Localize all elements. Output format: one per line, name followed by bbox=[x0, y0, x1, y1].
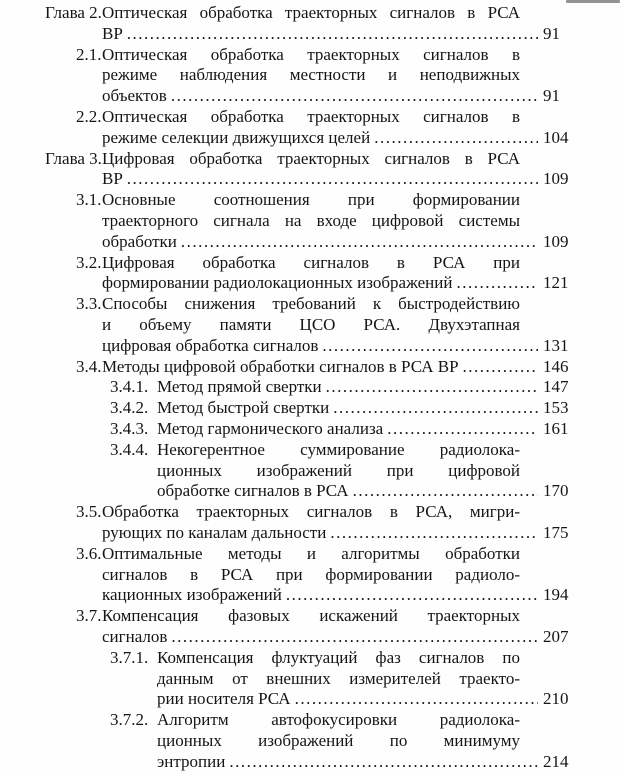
toc-line-text: режиме селекции движущихся целей bbox=[102, 127, 371, 147]
toc-line-text: Алгоритм автофокусировки радиолока- bbox=[157, 710, 520, 730]
table-of-contents bbox=[45, 3, 585, 772]
toc-line-leader bbox=[157, 398, 585, 419]
dot-leader bbox=[127, 24, 538, 45]
dot-leader bbox=[353, 481, 538, 502]
toc-entry-2-2 bbox=[45, 107, 585, 149]
dot-leader bbox=[330, 523, 538, 544]
toc-line-text: Методы цифровой обработки сигналов в РСА ВР bbox=[102, 356, 459, 376]
toc-line-text: Некогерентное суммирование радиолока- bbox=[157, 439, 520, 459]
toc-entry-number: 2.2. bbox=[76, 106, 102, 126]
toc-line-text: ционных изображений при цифровой bbox=[157, 460, 520, 480]
toc-line-text: сигналов в РСА при формировании радиоло- bbox=[102, 564, 520, 584]
toc-line-text: Метод гармонического анализа bbox=[157, 418, 384, 438]
dot-leader bbox=[127, 169, 538, 190]
toc-line-text: и объему памяти ЦСО РСА. Двухэтапная bbox=[102, 314, 520, 334]
toc-line-text: Оптическая обработка траекторных сигналов в bbox=[102, 106, 520, 126]
toc-entry-number: 3.6. bbox=[76, 543, 102, 563]
toc-line-text: Цифровая обработка сигналов в РСА при bbox=[102, 252, 520, 272]
toc-line-text: Основные соотношения при формировании bbox=[102, 190, 520, 210]
page-number: 146 bbox=[543, 356, 569, 376]
toc-line-leader bbox=[157, 481, 585, 502]
toc-entry-number: 3.4. bbox=[76, 356, 102, 376]
toc-line-leader bbox=[102, 585, 585, 606]
toc-line-text: Метод быстрой свертки bbox=[157, 398, 330, 418]
toc-entry-3-4 bbox=[45, 357, 585, 378]
page-number: 109 bbox=[543, 169, 569, 189]
toc-line-leader bbox=[157, 752, 585, 773]
toc-entry-number: 3.4.1. bbox=[110, 377, 149, 397]
page-number: 194 bbox=[543, 585, 569, 605]
toc-entry-3-2 bbox=[45, 253, 585, 295]
page-number: 147 bbox=[543, 377, 569, 397]
toc-entry-number: 3.2. bbox=[76, 252, 102, 272]
toc-entry-3-4-4 bbox=[45, 440, 585, 502]
toc-line-text: ционных изображений по минимуму bbox=[157, 730, 520, 750]
toc-entry-3-7-1 bbox=[45, 648, 585, 710]
toc-line-leader bbox=[157, 689, 585, 710]
dot-leader bbox=[326, 377, 538, 398]
toc-entry-3-6 bbox=[45, 544, 585, 606]
toc-line-text: Метод прямой свертки bbox=[157, 377, 322, 397]
toc-line-leader bbox=[102, 627, 585, 648]
page-number: 109 bbox=[543, 231, 569, 251]
toc-line-text: ВР bbox=[102, 23, 123, 43]
toc-entry-3-7-2 bbox=[45, 710, 585, 772]
toc-line-leader bbox=[102, 273, 585, 294]
toc-entry-2-1 bbox=[45, 45, 585, 107]
dot-leader bbox=[374, 128, 538, 149]
toc-entry-number: 3.4.4. bbox=[110, 439, 149, 459]
page-number: 121 bbox=[543, 273, 569, 293]
toc-line-text: Оптическая обработка траекторных сигналов в РСА bbox=[102, 3, 520, 22]
dot-leader bbox=[387, 419, 538, 440]
toc-line-text: рующих по каналам дальности bbox=[102, 522, 327, 542]
page-number: 91 bbox=[543, 86, 560, 106]
toc-entry-3-5 bbox=[45, 502, 585, 544]
toc-entry-3-3 bbox=[45, 294, 585, 356]
toc-entry-ch2 bbox=[45, 3, 585, 45]
toc-line-text: Оптическая обработка траекторных сигналов в bbox=[102, 44, 520, 64]
toc-line-leader bbox=[102, 169, 585, 190]
page-number: 170 bbox=[543, 481, 569, 501]
toc-entry-number: 3.7.2. bbox=[110, 710, 149, 730]
toc-line-text: Способы снижения требований к быстродействию bbox=[102, 294, 520, 314]
dot-leader bbox=[463, 357, 538, 378]
toc-entry-number: 3.5. bbox=[76, 502, 102, 522]
dot-leader bbox=[333, 398, 538, 419]
page-number: 131 bbox=[543, 335, 569, 355]
toc-line-leader bbox=[102, 86, 585, 107]
toc-line-text: Компенсация флуктуаций фаз сигналов по bbox=[157, 647, 520, 667]
toc-line-leader bbox=[102, 357, 585, 378]
page-number: 153 bbox=[543, 398, 569, 418]
page-number: 214 bbox=[543, 751, 569, 771]
toc-line-text: данным от внешних измерителей траекто- bbox=[157, 668, 520, 688]
toc-line-text: обработки bbox=[102, 231, 177, 251]
toc-entry-number: 2.1. bbox=[76, 44, 102, 64]
toc-entry-number: Глава 3. bbox=[45, 148, 102, 168]
dot-leader bbox=[456, 273, 538, 294]
dot-leader bbox=[322, 336, 538, 357]
dot-leader bbox=[181, 232, 538, 253]
dot-leader bbox=[229, 752, 538, 773]
toc-entry-number: 3.4.2. bbox=[110, 398, 149, 418]
toc-line-leader bbox=[102, 523, 585, 544]
toc-entry-ch3 bbox=[45, 149, 585, 191]
toc-line-leader bbox=[102, 336, 585, 357]
page-number: 104 bbox=[543, 127, 569, 147]
toc-line-text: Цифровая обработка траекторных сигналов в РСА bbox=[102, 148, 520, 168]
toc-entry-3-1 bbox=[45, 190, 585, 252]
toc-line-text: формировании радиолокационных изображений bbox=[102, 273, 453, 293]
toc-line-text: ВР bbox=[102, 169, 123, 189]
page-number: 161 bbox=[543, 418, 569, 438]
toc-line-text: Оптимальные методы и алгоритмы обработки bbox=[102, 543, 520, 563]
toc-entry-number: 3.7.1. bbox=[110, 647, 149, 667]
toc-line-leader bbox=[157, 377, 585, 398]
toc-line-text: цифровая обработка сигналов bbox=[102, 335, 319, 355]
toc-line-leader bbox=[157, 419, 585, 440]
toc-line-leader bbox=[102, 24, 585, 45]
toc-line-text: сигналов bbox=[102, 626, 168, 646]
toc-entry-number: 3.3. bbox=[76, 294, 102, 314]
toc-line-text: режиме наблюдения местности и неподвижных bbox=[102, 65, 520, 85]
page-number: 207 bbox=[543, 626, 569, 646]
dot-leader bbox=[295, 689, 538, 710]
toc-line-leader bbox=[102, 128, 585, 149]
toc-line-leader bbox=[102, 232, 585, 253]
toc-entry-number: 3.1. bbox=[76, 190, 102, 210]
toc-line-text: энтропии bbox=[157, 751, 226, 771]
toc-line-text: Обработка траекторных сигналов в РСА, мигри- bbox=[102, 502, 520, 522]
toc-entry-3-4-2 bbox=[45, 398, 585, 419]
toc-line-text: Компенсация фазовых искажений траекторных bbox=[102, 606, 520, 626]
toc-entry-3-4-1 bbox=[45, 377, 585, 398]
page-number: 175 bbox=[543, 522, 569, 542]
page-number: 91 bbox=[543, 23, 560, 43]
toc-line-text: объектов bbox=[102, 86, 167, 106]
page-number: 210 bbox=[543, 689, 569, 709]
toc-line-text: траекторного сигнала на входе цифровой системы bbox=[102, 210, 520, 230]
dot-leader bbox=[171, 627, 538, 648]
toc-entry-3-7 bbox=[45, 606, 585, 648]
toc-entry-number: 3.4.3. bbox=[110, 418, 149, 438]
toc-line-text: рии носителя РСА bbox=[157, 689, 291, 709]
toc-entry-number: Глава 2. bbox=[45, 3, 102, 22]
toc-entry-number: 3.7. bbox=[76, 606, 102, 626]
dot-leader bbox=[286, 585, 538, 606]
dot-leader bbox=[171, 86, 538, 107]
toc-entry-3-4-3 bbox=[45, 419, 585, 440]
toc-line-text: обработке сигналов в РСА bbox=[157, 481, 349, 501]
toc-line-text: кационных изображений bbox=[102, 585, 282, 605]
